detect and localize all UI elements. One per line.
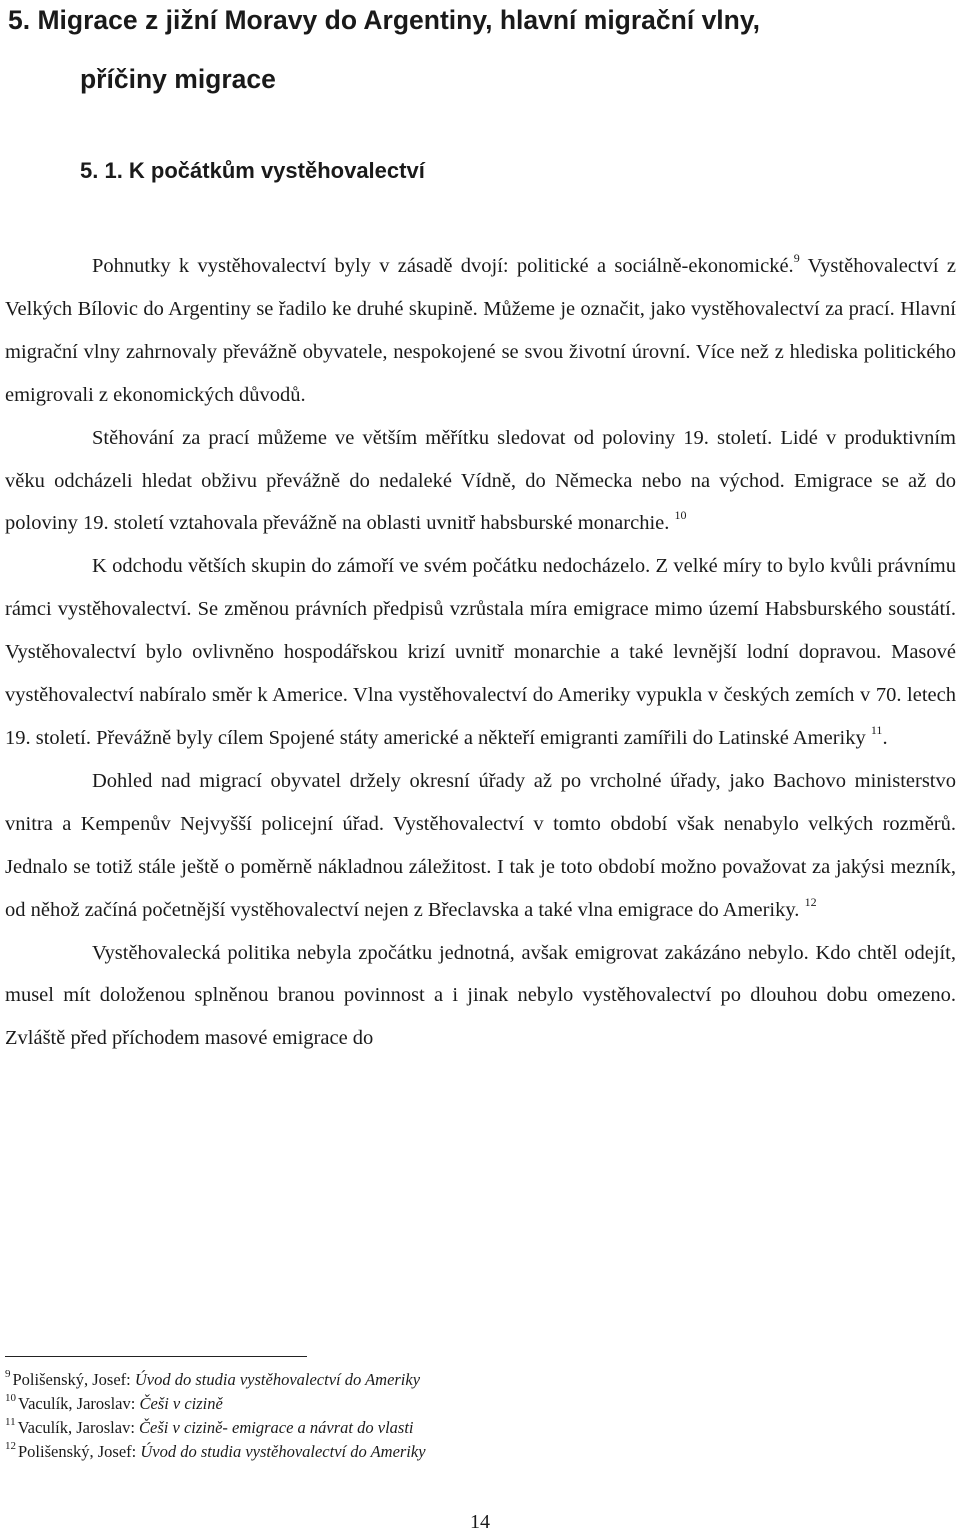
footnote-ref-11: 11	[870, 722, 883, 737]
footnote-number: 11	[5, 1416, 16, 1429]
footnote-number: 12	[5, 1440, 16, 1453]
chapter-heading	[8, 0, 953, 99]
paragraph-2	[5, 417, 956, 546]
footnote-author: Vaculík, Jaroslav:	[17, 1418, 140, 1437]
paragraph-3	[5, 545, 956, 760]
footnote-12	[5, 1440, 905, 1464]
footnote-title: Úvod do studia vystěhovalectví do Ameriky	[134, 1370, 421, 1389]
paragraph-text: Stěhování za prací můžeme ve větším měřítku sledovat od poloviny 19. století. Lidé v produktivním věku odcházeli hledat obživu převážně do nedaleké Vídně, do Německa nebo na východ. Emigrace se až do poloviny 19. století vztahovala převážně na oblasti uvnitř habsburské monarchie.	[5, 426, 956, 535]
footnote-ref-12: 12	[804, 894, 817, 909]
footnote-number: 10	[5, 1392, 16, 1405]
footnote-title: Češi v cizině- emigrace a návrat do vlasti	[139, 1418, 414, 1437]
footnotes	[5, 1368, 905, 1464]
paragraph-text: Vystěhovalecká politika nebyla zpočátku jednotná, avšak emigrovat zakázáno nebylo. Kdo chtěl odejít, musel mít doloženou splněnou branou povinnost a i jinak nebylo vystěhovalectví po dlouhou dobu omezeno. Zvláště před příchodem masové emigrace do	[5, 941, 956, 1050]
footnote-author: Polišenský, Josef:	[18, 1442, 141, 1461]
paragraph-text: Pohnutky k vystěhovalectví byly v zásadě dvojí: politické a sociálně-ekonomické.	[92, 255, 794, 277]
paragraph-5	[5, 932, 956, 1061]
paragraph-text: Dohled nad migrací obyvatel držely okresní úřady až po vrcholné úřady, jako Bachovo ministerstvo vnitra a Kempenův Nejvyšší policejní úřad. Vystěhovalectví v tomto období však nenabylo velkých rozměrů. Jednalo se totiž stále ještě o poměrně nákladnou záležitost. I tak je toto období možno považovat za jakýsi mezník, od něhož začíná početnější vystěhovalectví nejen z Břeclavska a také vlna emigrace do Ameriky.	[5, 769, 956, 921]
paragraph-text-after: Vystěhovalectví z Velkých Bílovic do Argentiny se řadilo ke druhé skupině. Můžeme je označit, jako vystěhovalectví za prací. Hlavní migrační vlny zahrnovaly převážně obyvatele, nespokojené se svou životní úrovní. Více než z hlediska politického emigrovali z ekonomických důvodů.	[5, 255, 956, 406]
footnote-9	[5, 1368, 905, 1392]
footnote-10	[5, 1392, 905, 1416]
paragraph-1	[5, 245, 956, 417]
footnote-ref-10: 10	[674, 508, 687, 523]
chapter-heading-line-1: 5. Migrace z jižní Moravy do Argentiny, hlavní migrační vlny,	[8, 5, 760, 35]
section-heading: 5. 1. K počátkům vystěhovalectví	[80, 158, 425, 183]
footnote-number: 9	[5, 1368, 11, 1381]
paragraph-text-after: .	[882, 726, 888, 749]
footnote-author: Vaculík, Jaroslav:	[18, 1394, 140, 1413]
page-number: 14	[470, 1511, 490, 1533]
paragraph-4	[5, 760, 956, 932]
footnote-title: Češi v cizině	[139, 1394, 223, 1413]
body-text	[5, 245, 956, 1060]
footnote-separator	[5, 1356, 307, 1357]
footnote-title: Úvod do studia vystěhovalectví do Ameriky	[140, 1442, 426, 1461]
footnote-ref-9: 9	[793, 250, 800, 265]
footnote-11	[5, 1416, 905, 1440]
footnote-author: Polišenský, Josef:	[12, 1370, 135, 1389]
paragraph-text: K odchodu větších skupin do zámoří ve svém počátku nedocházelo. Z velké míry to bylo kvůli právnímu rámci vystěhovalectví. Se změnou právních předpisů vzrůstala míra emigrace mimo území Habsburského soustátí. Vystěhovalectví bylo ovlivněno hospodářskou krizí uvnitř monarchie a také levnější lodní dopravou. Masové vystěhovalectví nabíralo směr k Americe. Vlna vystěhovalectví do Ameriky vypukla v českých zemích v 70. letech 19. století. Převážně byly cílem Spojené státy americké a někteří emigranti zamířili do Latinské Ameriky	[5, 555, 956, 749]
chapter-heading-line-2: příčiny migrace	[80, 64, 276, 94]
